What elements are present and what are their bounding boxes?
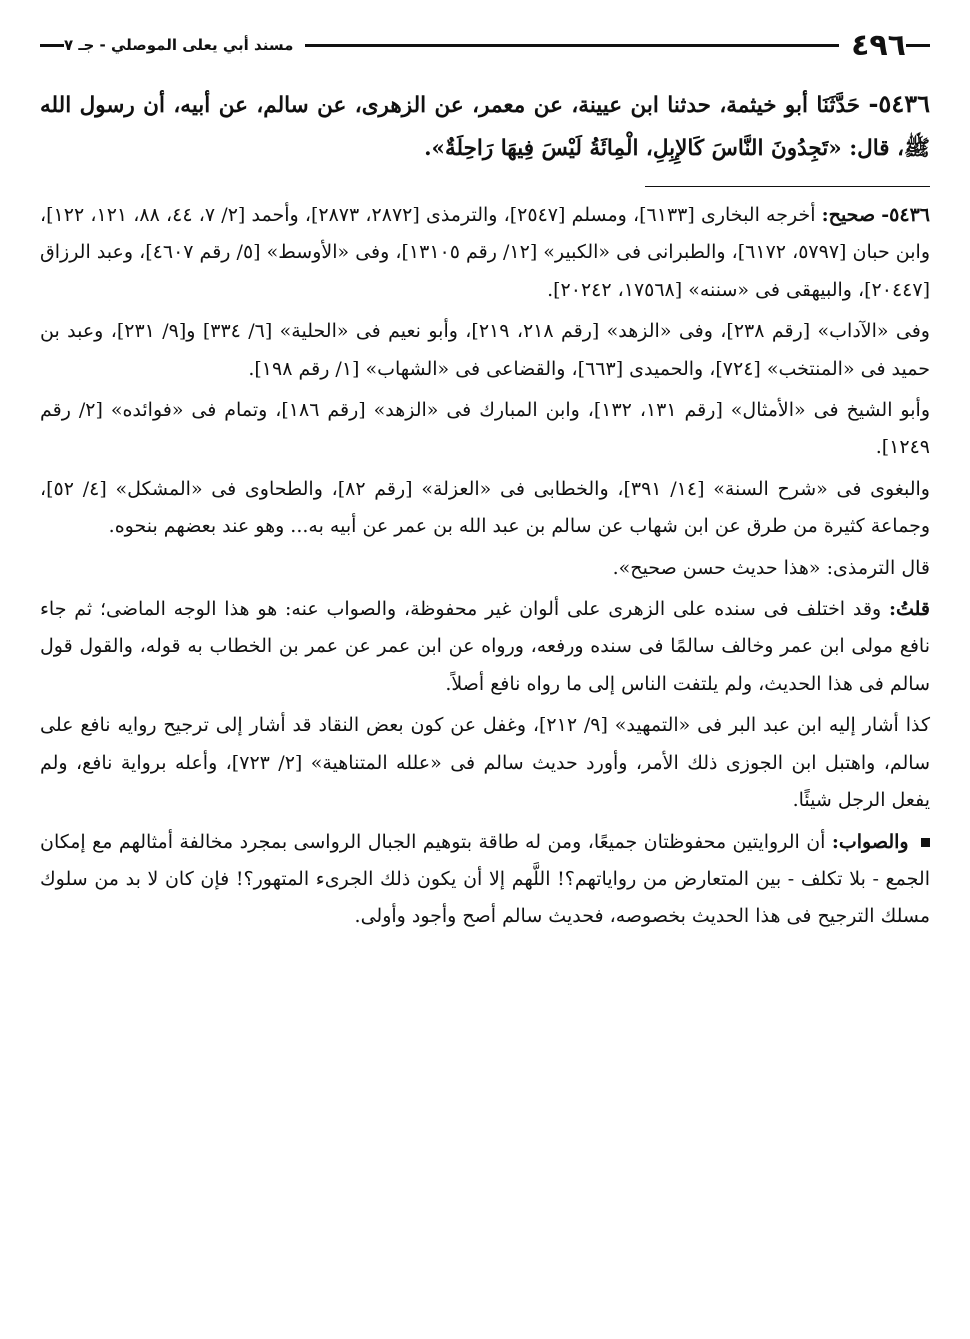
commentary-paragraph-5: قال الترمذى: «هذا حديث حسن صحيح». — [612, 556, 930, 579]
commentary-paragraph-8 — [40, 824, 930, 936]
commentary-paragraph-3: وأبو الشيخ فى «الأمثال» [رقم ١٣١، ١٣٢]، وابن المبارك فى «الزهد» [رقم ١٨٦]، وتمام فى «فوائده» [٢/ رقم ١٢٤٩]. — [40, 399, 930, 459]
commentary-number: ٥٤٣٦- — [881, 204, 930, 226]
commentary-paragraph-4: والبغوى فى «شرح السنة» [١٤/ ٣٩١]، والخطابى فى «العزلة» [رقم ٨٢]، والطحاوى فى «المشكل» [٤/ ٥٢]، وجماعة كثيرة من طرق عن ابن شهاب عن سالم بن عبد الله بن عمر عن أبيه به... وهو عند بعضهم بنحوه. — [40, 477, 930, 538]
conclusion-label: والصواب: — [831, 830, 909, 853]
hadith-matn: «تَجِدُونَ النَّاسَ كَالإِبِلِ، الْمِائَةُ لَيْسَ فِيهَا رَاحِلَةٌ». — [424, 136, 842, 161]
commentary — [40, 197, 930, 936]
hadith-chain: حَدَّثَنَا أبو خيثمة، حدثنا ابن عيينة، عن معمر، عن الزهرى، عن سالم، عن أبيه، أن رسول الله ﷺ، قال: — [40, 93, 930, 161]
footnote-separator — [645, 186, 930, 187]
header-rule-start — [906, 44, 930, 47]
page — [40, 22, 930, 940]
commentary-paragraph-1 — [40, 197, 930, 309]
author-note-label: قلتُ: — [888, 598, 930, 621]
commentary-paragraph-2: وفى «الآداب» [رقم ٢٣٨]، وفى «الزهد» [رقم ٢١٨، ٢١٩]، وأبو نعيم فى «الحلية» [٦/ ٣٣٤] و[٩/ ٢٣١]، وعبد بن حميد فى «المنتخب» [٧٢٤]، والحميدى [٦٦٣]، والقضاعى فى «الشهاب» [١/ رقم ١٩٨]. — [40, 320, 930, 380]
hadith-text — [40, 82, 930, 170]
commentary-paragraph-7: كذا أشار إليه ابن عبد البر فى «التمهيد» [٩/ ٢١٢]، وغفل عن كون بعض النقاد قد أشار إلى ترجيح روايه نافع على سالم، واهتبل ابن الجوزى ذلك الأمر، وأورد حديث سالم فى «علله المتناهية» [٢/ ٧٢٣]، وأعله برواية نافع، ولم يفعل الرجل شيئًا. — [40, 714, 930, 812]
book-title: مسند أبي يعلى الموصلي - جـ ٧ — [64, 36, 294, 54]
header-rule — [305, 44, 839, 47]
square-bullet-icon — [921, 838, 930, 847]
hadith-number: ٥٤٣٦- — [868, 89, 930, 118]
header-rule-end — [40, 44, 64, 47]
commentary-paragraph-6 — [40, 591, 930, 703]
verdict-label: صحيح: — [821, 204, 876, 226]
page-number: ٤٩٦ — [851, 27, 906, 63]
conclusion-text: أن الروايتين محفوظتان جميعًا، ومن له طاقة بتوهيم الجبال الرواسى بمجرد مخالفة أمثالهم مع إمكان الجمع - بلا تكلف - بين المتعارض من رواياتهم؟! اللَّهم إلا أن يكون ذلك الجرىء المتهور؟! فإن كان لا بد من سلوك مسلك الترجيح فى هذا الحديث بخصوصه، فحديث سالم أصح وأجود وأولى. — [40, 830, 930, 928]
running-head — [40, 22, 930, 68]
takhrij-text: أخرجه البخارى [٦١٣٣]، ومسلم [٢٥٤٧]، والترمذى [٢٨٧٢، ٢٨٧٣]، وأحمد [٢/ ٧، ٤٤، ٨٨، ١٢١، ١٢٢]، وابن حبان [٥٧٩٧، ٦١٧٢]، والطبرانى فى «الكبير» [١٢/ رقم ١٣١٠٥]، وفى «الأوسط» [٥/ رقم ٤٦٠٧]، وعبد الرزاق [٢٠٤٤٧]، والبيهقى فى «سننه» [١٧٥٦٨، ٢٠٢٤٢]. — [40, 204, 931, 301]
author-note-text: وقد اختلف فى سنده على الزهرى على ألوان غير محفوظة، والصواب عنه: هو هذا الوجه الماضى؛ ثم جاء نافع مولى ابن عمر وخالف سالمًا فى سنده ورفعه، ورواه عن ابن عمر عن عمر بن الخطاب به قوله، والقول قول سالم فى هذا الحديث، ولم يلتفت الناس إلى ما رواه نافع أصلاً. — [40, 598, 931, 695]
